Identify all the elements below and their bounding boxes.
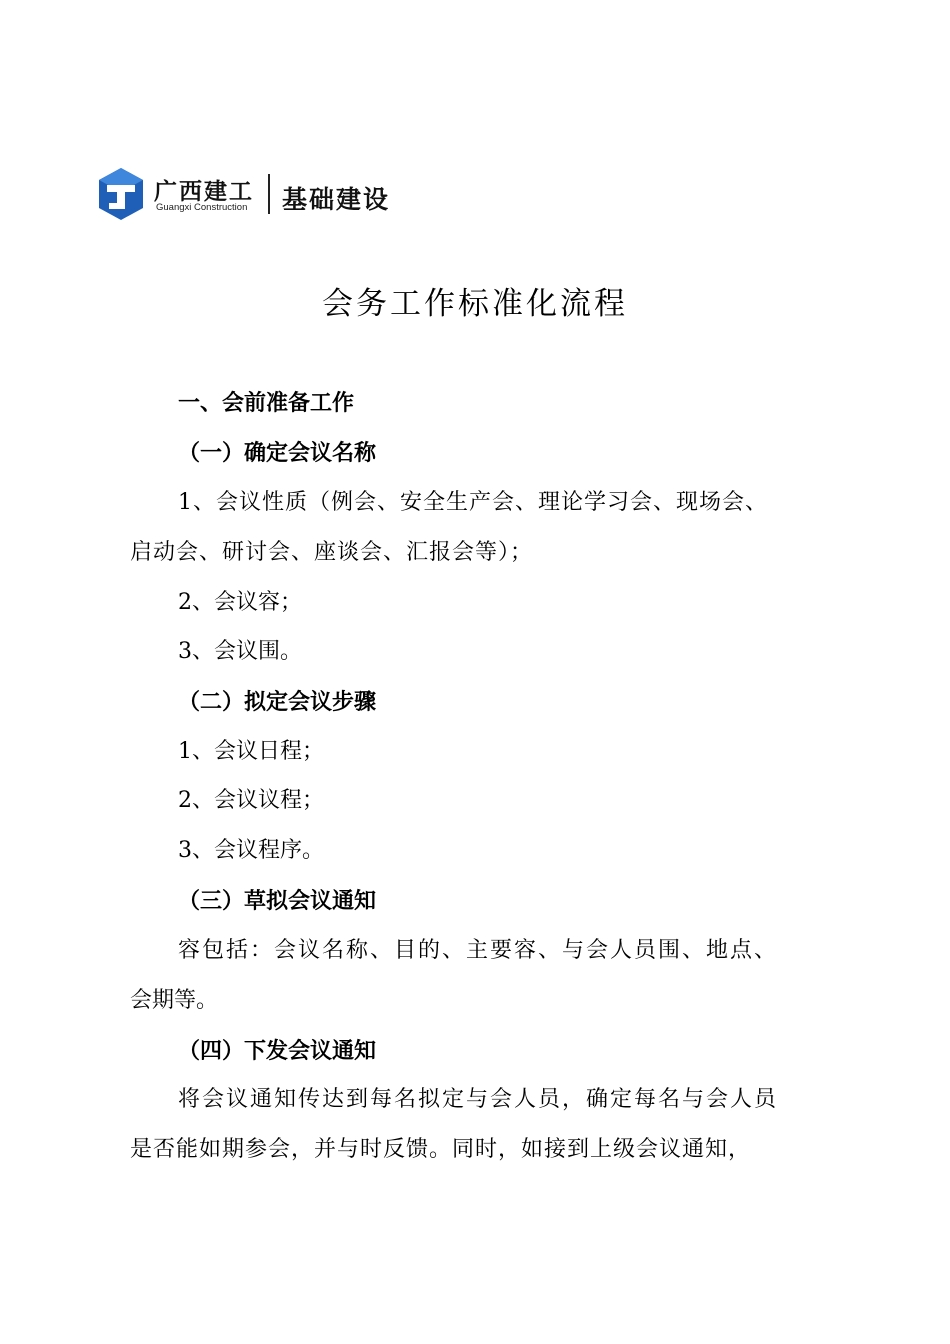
paragraph-line: 将会议通知传达到每名拟定与会人员，确定每名与会人员 [178, 1087, 779, 1112]
paragraph-line: 会期等。 [130, 988, 219, 1013]
subsection-heading: （四）下发会议通知 [178, 1038, 377, 1064]
subsection-heading: （二）拟定会议步骤 [178, 689, 377, 715]
logo-mark-icon [96, 166, 146, 222]
paragraph-line: 容包括：会议名称、目的、主要容、与会人员围、地点、 [178, 938, 779, 963]
subsection-heading: （三）草拟会议通知 [178, 888, 377, 914]
section-heading: 一、会前准备工作 [178, 390, 355, 416]
list-item-continuation: 启动会、研讨会、座谈会、汇报会等）； [130, 540, 534, 565]
list-item: 2、会议议程； [178, 788, 324, 813]
list-item: 1、会议日程； [178, 739, 324, 764]
logo-division-name: 基础建设 [282, 185, 391, 214]
paragraph-line: 是否能如期参会，并与时反馈。同时，如接到上级会议通知， [130, 1137, 752, 1162]
list-item: 2、会议容； [178, 590, 302, 615]
logo-company-name-en: Guangxi Construction [156, 202, 248, 213]
list-item: 3、会议围。 [178, 639, 302, 664]
subsection-heading: （一）确定会议名称 [178, 440, 377, 466]
list-item: 1、会议性质（例会、安全生产会、理论学习会、现场会、 [178, 490, 768, 515]
logo-divider [268, 174, 270, 214]
company-logo [96, 166, 416, 222]
logo-company-name: 广西建工 [154, 179, 254, 205]
list-item: 3、会议程序。 [178, 838, 324, 863]
document-title: 会务工作标准化流程 [322, 286, 628, 322]
